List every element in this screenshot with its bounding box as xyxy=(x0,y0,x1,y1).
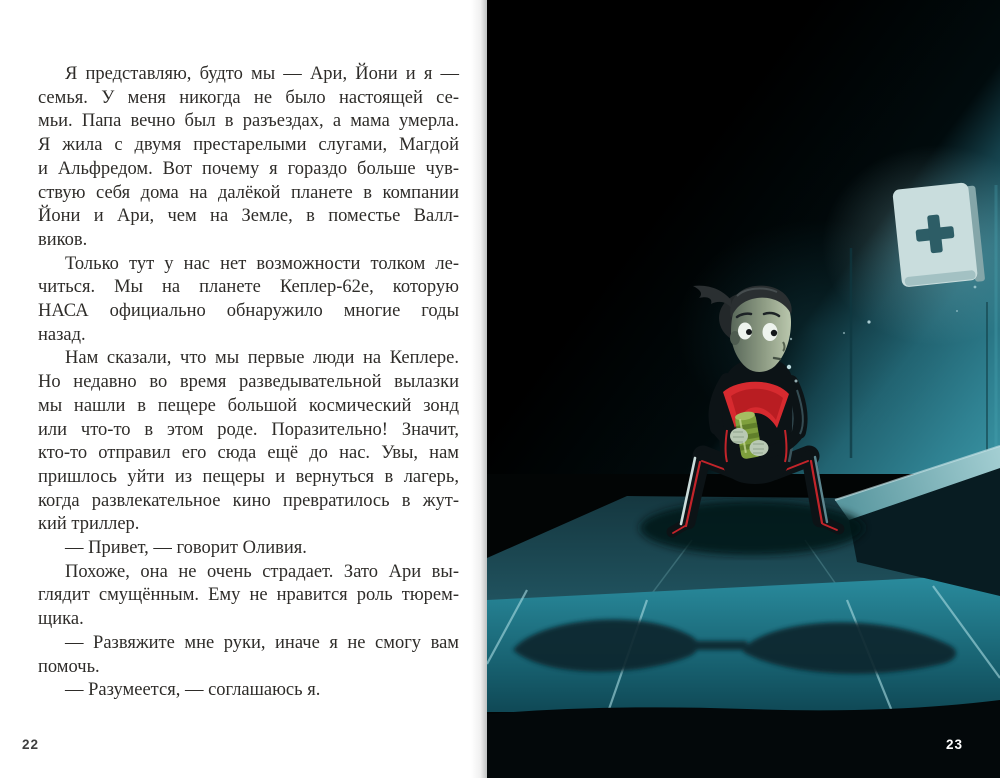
page-number-left: 22 xyxy=(22,737,40,752)
text-line: помочь. xyxy=(38,656,100,677)
pupil-right xyxy=(771,330,777,336)
foreground-darkness xyxy=(487,700,1000,778)
text-line: глядит смущённым. Ему не нравится роль тюрем- xyxy=(38,585,459,606)
text-line: — Разумеется, — соглашаюсь я. xyxy=(65,680,321,701)
left-page xyxy=(0,0,487,778)
text-line: кто-то отправил его сюда ещё до нас. Увы, нам xyxy=(38,443,459,464)
text-line: кий триллер. xyxy=(38,514,140,535)
text-line: и Альфредом. Вот почему я гораздо больше чув- xyxy=(38,158,459,179)
paragraph xyxy=(38,537,459,561)
text-line: Но недавно во время разведывательной вылазки xyxy=(38,372,459,393)
text-line: пришлось уйти из пещеры и вернуться в лагерь, xyxy=(38,466,459,487)
text-line: виков. xyxy=(38,229,88,250)
text-line: щика. xyxy=(38,609,84,630)
paragraph xyxy=(38,561,459,632)
paragraph xyxy=(38,632,459,679)
text-line: мьи. Папа вечно был в разъездах, а мама умерла. xyxy=(38,111,459,132)
right-page xyxy=(487,0,1000,778)
text-line: читься. Мы на планете Кеплер-62е, которую xyxy=(38,277,459,298)
paragraph xyxy=(38,63,459,253)
text-line: НАСА официально обнаружило многие годы xyxy=(38,301,459,322)
text-line: Я жила с двумя престарелыми слугами, Магдой xyxy=(38,135,459,156)
paragraph xyxy=(38,679,459,703)
illustration xyxy=(487,0,1000,778)
text-line: мы нашли в пещере большой космический зонд xyxy=(38,395,459,416)
text-line: семья. У меня никогда не было настоящей се- xyxy=(38,87,459,108)
text-line: назад. xyxy=(38,324,86,345)
text-line: ствую себя дома на далёкой планете в компании xyxy=(38,182,459,203)
character-mouth xyxy=(774,358,780,359)
text-line: Я представляю, будто мы — Ари, Йони и я — xyxy=(65,64,459,84)
pupil-left xyxy=(746,329,752,335)
text-line: Только тут у нас нет возможности толком ле- xyxy=(65,253,459,274)
paragraph xyxy=(38,253,459,348)
text-line: — Развяжите мне руки, иначе я не смогу вам xyxy=(65,632,459,653)
page-number-right: 23 xyxy=(945,737,963,752)
page-gutter xyxy=(471,0,487,778)
text-line: когда развлекательное кино превратилось в жут- xyxy=(38,490,459,511)
text-line: — Привет, — говорит Оливия. xyxy=(65,538,307,559)
text-line: Йони и Ари, чем на Земле, в поместье Валл- xyxy=(38,206,459,227)
first-aid-box xyxy=(892,181,985,289)
text-line: Нам сказали, что мы первые люди на Кеплере. xyxy=(65,348,459,369)
paragraph xyxy=(38,347,459,537)
text-line: или что-то в этом роде. Поразительно! Значит, xyxy=(38,419,459,440)
text-line: Похоже, она не очень страдает. Зато Ари вы- xyxy=(65,561,459,582)
story-text xyxy=(38,63,459,703)
